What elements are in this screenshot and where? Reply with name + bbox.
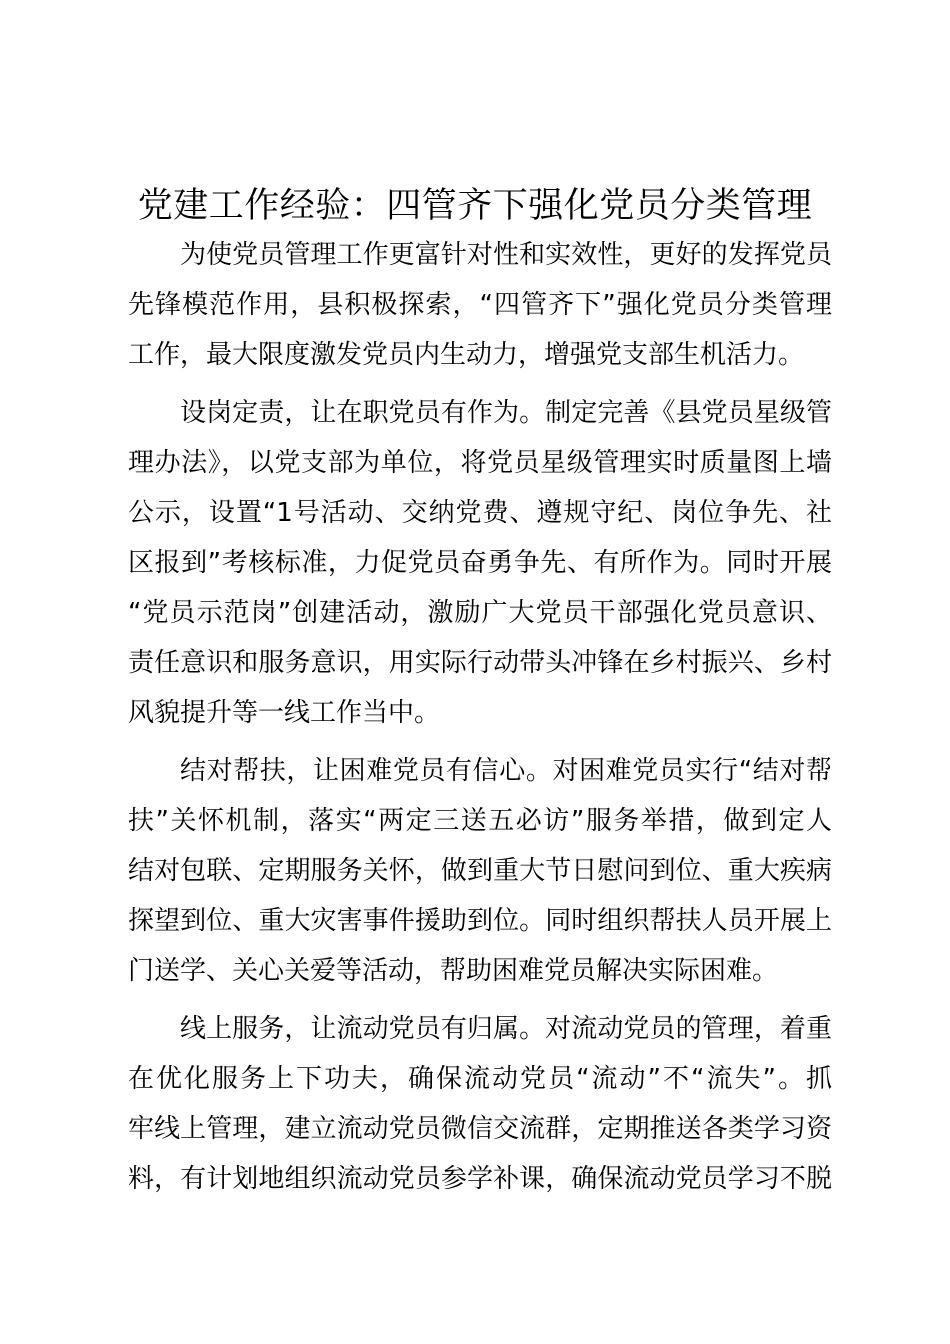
paragraph-line: “党员示范岗”创建活动，激励广大党员干部强化党员意识、 xyxy=(128,598,832,628)
paragraph-line: 先锋模范作用，县积极探索，“四管齐下”强化党员分类管理 xyxy=(128,290,832,320)
document-body xyxy=(128,230,832,1212)
paragraph-line: 牢线上管理，建立流动党员微信交流群，定期推送各类学习资 xyxy=(128,1114,832,1144)
paragraph-post-responsibility xyxy=(128,388,832,738)
paragraph-line: 公示，设置“1号活动、交纳党费、遵规守纪、岗位争先、社 xyxy=(128,498,832,528)
paragraph-online-service xyxy=(128,1004,832,1204)
paragraph-intro xyxy=(128,230,832,380)
paragraph-pairing-assistance xyxy=(128,746,832,996)
paragraph-line: 理办法》，以党支部为单位，将党员星级管理实时质量图上墙 xyxy=(128,448,832,478)
paragraph-line: 探望到位、重大灾害事件援助到位。同时组织帮扶人员开展上 xyxy=(128,906,832,936)
paragraph-line: 设岗定责，让在职党员有作为。制定完善《县党员星级管 xyxy=(180,398,832,428)
paragraph-line: 工作，最大限度激发党员内生动力，增强党支部生机活力。 xyxy=(128,340,805,370)
paragraph-line: 区报到”考核标准，力促党员奋勇争先、有所作为。同时开展 xyxy=(128,548,832,578)
paragraph-line: 线上服务，让流动党员有归属。对流动党员的管理，着重 xyxy=(180,1014,832,1044)
paragraph-line: 料，有计划地组织流动党员参学补课，确保流动党员学习不脱 xyxy=(128,1164,832,1194)
paragraph-line: 风貌提升等一线工作当中。 xyxy=(128,698,441,728)
paragraph-line: 结对包联、定期服务关怀，做到重大节日慰问到位、重大疾病 xyxy=(128,856,832,886)
document-title: 党建工作经验：四管齐下强化党员分类管理 xyxy=(137,186,813,226)
paragraph-line: 责任意识和服务意识，用实际行动带头冲锋在乡村振兴、乡村 xyxy=(128,648,832,678)
paragraph-line: 在优化服务上下功夫，确保流动党员“流动”不“流失”。抓 xyxy=(128,1064,832,1094)
paragraph-line: 结对帮扶，让困难党员有信心。对困难党员实行“结对帮 xyxy=(180,756,832,786)
paragraph-line: 为使党员管理工作更富针对性和实效性，更好的发挥党员 xyxy=(180,240,832,270)
paragraph-line: 扶”关怀机制，落实“两定三送五必访”服务举措，做到定人 xyxy=(128,806,832,836)
paragraph-line: 门送学、关心关爱等活动，帮助困难党员解决实际困难。 xyxy=(128,956,779,986)
